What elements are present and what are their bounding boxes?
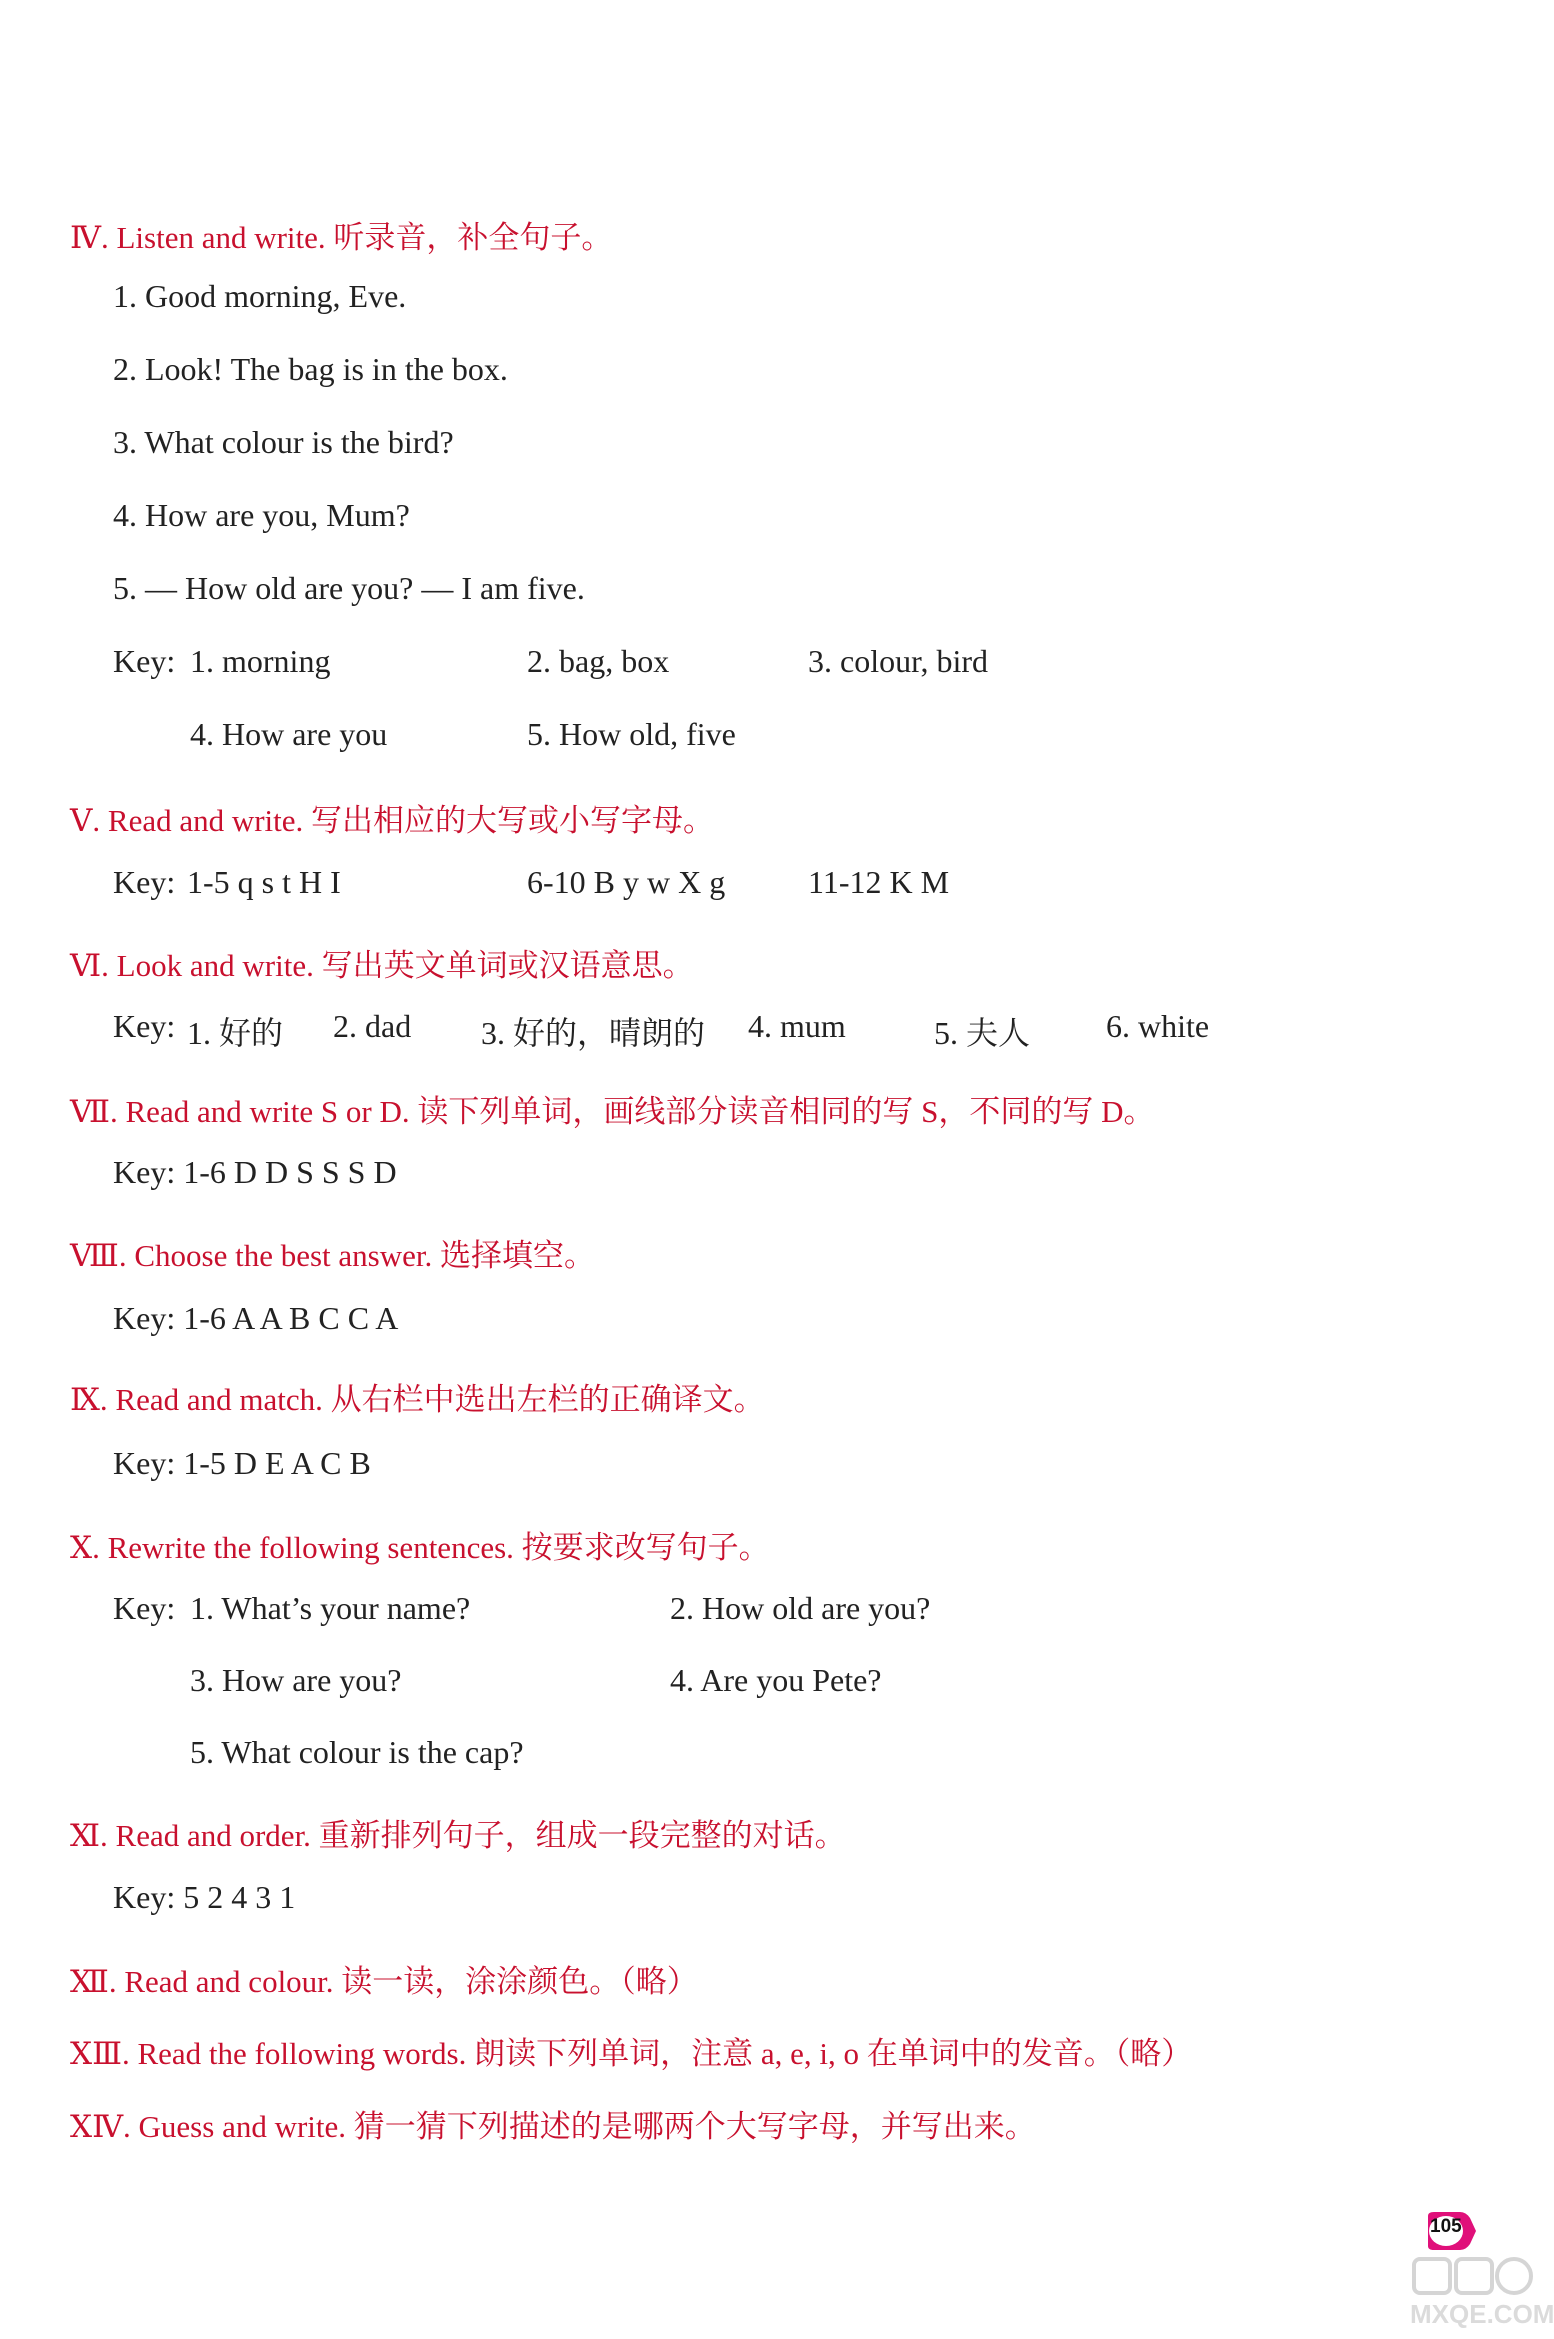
key-line: Key: 1-6 D D S S S D	[113, 1154, 397, 1190]
key-item: 1. What’s your name?	[190, 1590, 471, 1626]
section-heading-7: Ⅶ. Read and write S or D. 读下列单词，画线部分读音相同的写 S，不同的写 D。	[70, 1094, 1155, 1129]
key-item: 1-5 q s t H I	[187, 864, 341, 900]
section-heading-9: Ⅸ. Read and match. 从右栏中选出左栏的正确译文。	[70, 1382, 765, 1417]
sentence-5: 5. — How old are you? — I am five.	[113, 570, 585, 606]
section-heading-6: Ⅵ. Look and write. 写出英文单词或汉语意思。	[70, 948, 694, 983]
key-label: Key:	[113, 864, 176, 900]
key-line: Key: 5 2 4 3 1	[113, 1879, 296, 1915]
key-item: 2. dad	[333, 1008, 412, 1044]
key-item: 4. Are you Pete?	[670, 1662, 882, 1698]
key-item: 5. How old, five	[527, 716, 736, 752]
section-heading-10: Ⅹ. Rewrite the following sentences. 按要求改写句子。	[70, 1530, 770, 1565]
key-item: 5. What colour is the cap?	[190, 1734, 524, 1770]
section-heading-13: ⅩⅢ. Read the following words. 朗读下列单词，注意 a, e, i, o 在单词中的发音。（略）	[70, 2036, 1193, 2071]
key-item: 2. bag, box	[527, 643, 670, 679]
section-heading-4: Ⅳ. Listen and write. 听录音，补全句子。	[70, 220, 613, 255]
section-heading-8: Ⅷ. Choose the best answer. 选择填空。	[70, 1238, 595, 1273]
section-heading-11: Ⅺ. Read and order. 重新排列句子，组成一段完整的对话。	[70, 1818, 846, 1853]
key-item: 6. white	[1106, 1008, 1210, 1044]
key-item: 1. 好的	[187, 1015, 284, 1051]
key-item: 3. How are you?	[190, 1662, 402, 1698]
watermark-text: MXQE.COM	[1410, 2299, 1554, 2329]
watermark-mark-icon	[1410, 2255, 1535, 2299]
key-item: 6-10 B y w X g	[527, 864, 726, 900]
key-item: 2. How old are you?	[670, 1590, 931, 1626]
page-number: 105	[1430, 2216, 1462, 2237]
key-item: 4. mum	[748, 1008, 846, 1044]
sentence-2: 2. Look! The bag is in the box.	[113, 351, 508, 387]
page-number-badge	[1422, 2210, 1478, 2252]
sentence-3: 3. What colour is the bird?	[113, 424, 454, 460]
key-item: 3. colour, bird	[808, 643, 989, 679]
key-item: 4. How are you	[190, 716, 388, 752]
key-label: Key:	[113, 1590, 176, 1626]
key-line: Key: 1-5 D E A C B	[113, 1445, 371, 1481]
section-heading-14: ⅩⅣ. Guess and write. 猜一猜下列描述的是哪两个大写字母，并写出来。	[70, 2109, 1036, 2144]
key-line: Key: 1-6 A A B C C A	[113, 1300, 399, 1336]
section-heading-5: Ⅴ. Read and write. 写出相应的大写或小写字母。	[70, 803, 715, 838]
key-label: Key:	[113, 643, 176, 679]
sentence-4: 4. How are you, Mum?	[113, 497, 410, 533]
key-item: 11-12 K M	[808, 864, 950, 900]
key-item: 5. 夫人	[934, 1015, 1031, 1051]
section-heading-12: Ⅻ. Read and colour. 读一读，涂涂颜色。（略）	[70, 1964, 698, 1999]
key-item: 3. 好的，晴朗的	[481, 1015, 706, 1051]
key-label: Key:	[113, 1008, 176, 1044]
watermark-logo	[1410, 2255, 1554, 2335]
key-item: 1. morning	[190, 643, 331, 679]
sentence-1: 1. Good morning, Eve.	[113, 278, 407, 314]
